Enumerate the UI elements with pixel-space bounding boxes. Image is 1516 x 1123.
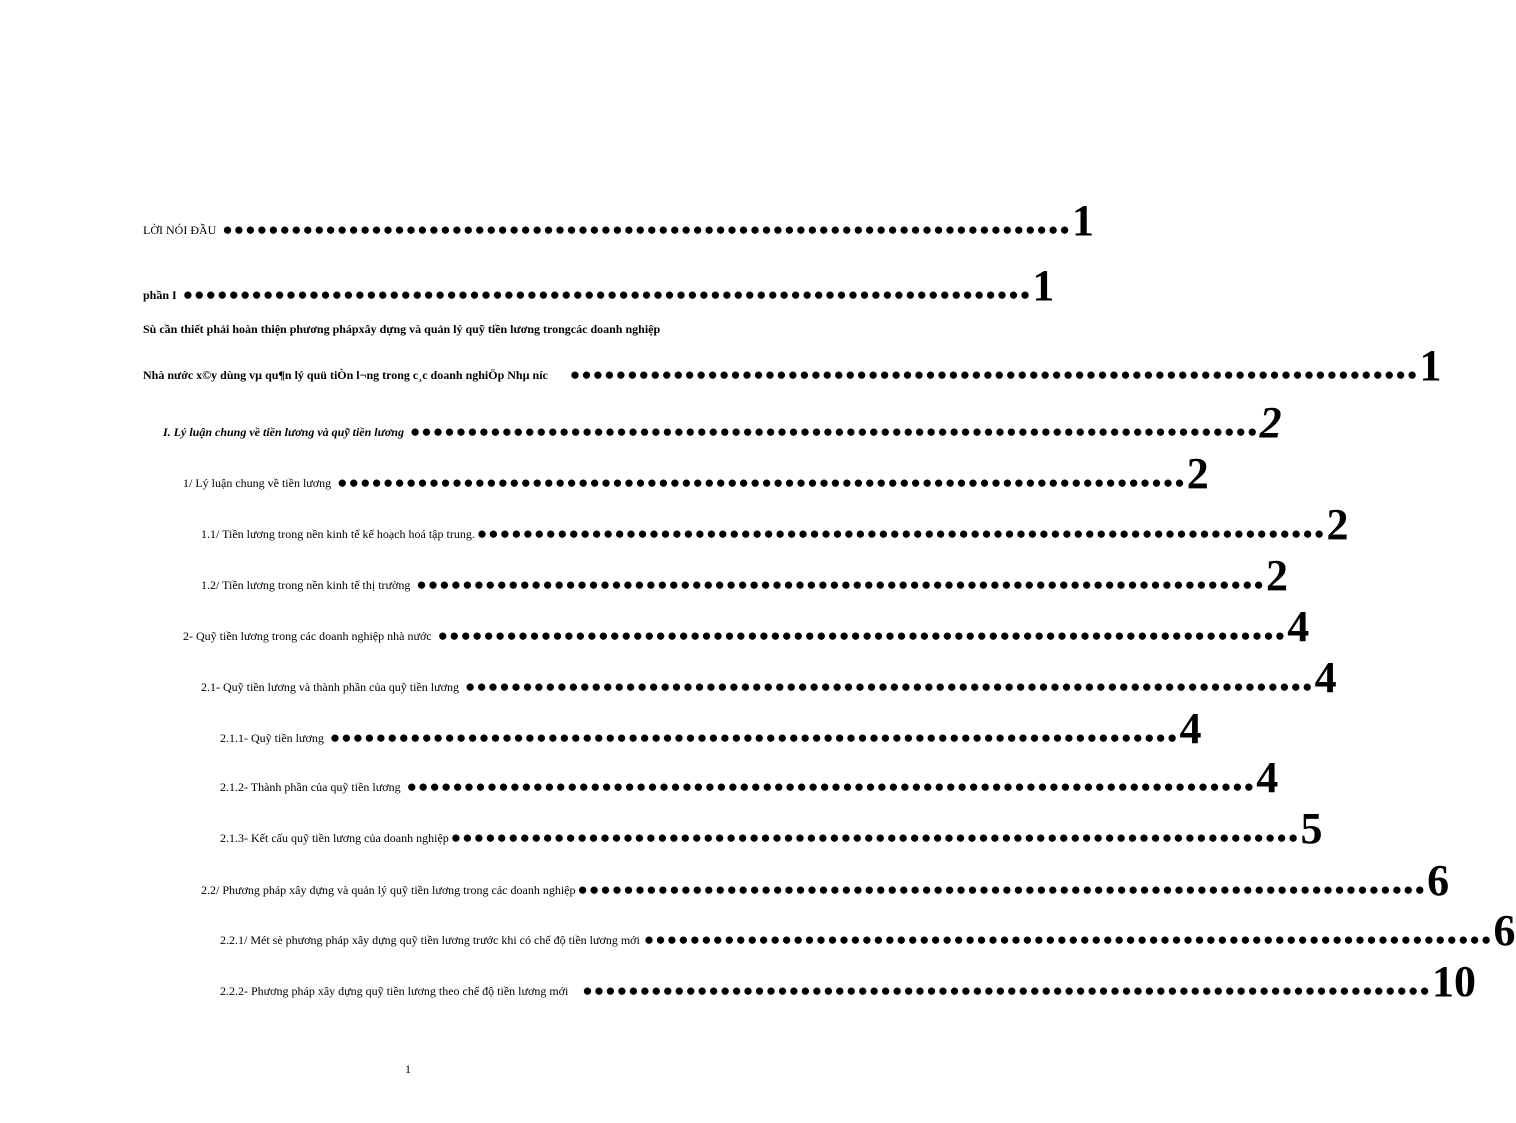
toc-page-number: 4 bbox=[1179, 704, 1202, 753]
toc-entry-text: 1/ Lý luận chung về tiền lương bbox=[183, 476, 332, 490]
toc-entry-text: 2- Quỹ tiền lương trong các doanh nghiệp nhà nước bbox=[183, 629, 432, 643]
toc-entry-2-2-2[interactable] bbox=[220, 954, 1476, 1006]
toc-page-number: 10 bbox=[1432, 957, 1476, 1006]
toc-entry-text: 2.1.3- Kết cấu quỹ tiền lương của doanh nghiệp bbox=[220, 831, 449, 845]
toc-page-number: 2 bbox=[1186, 449, 1209, 498]
toc-dot-leader: ●●●●●●●●●●●●●●●●●●●●●●●●●●●●●●●●●●●●●●●●●●●●●●●●●●●●●●●●●●●●●●●●●●●●●●●●●● bbox=[569, 365, 1419, 384]
toc-entry-text: 2.1.2- Thành phần của quỹ tiền lương bbox=[220, 780, 401, 794]
toc-page-number: 1 bbox=[1071, 196, 1094, 245]
toc-dot-leader: ●●●●●●●●●●●●●●●●●●●●●●●●●●●●●●●●●●●●●●●●●●●●●●●●●●●●●●●●●●●●●●●●●●●●●●●●●● bbox=[450, 828, 1300, 847]
toc-entry-text: 2.1.1- Quỹ tiền lương bbox=[220, 731, 324, 745]
toc-page-number: 4 bbox=[1256, 753, 1279, 802]
toc-entry-loi-noi-dau[interactable] bbox=[143, 193, 1094, 245]
toc-entry-text: 1.1/ Tiền lương trong nền kinh tế kế hoạch hoá tập trung. bbox=[201, 527, 475, 541]
toc-dot-leader: ●●●●●●●●●●●●●●●●●●●●●●●●●●●●●●●●●●●●●●●●●●●●●●●●●●●●●●●●●●●●●●●●●●●●●●●●●● bbox=[416, 575, 1266, 594]
toc-dot-leader: ●●●●●●●●●●●●●●●●●●●●●●●●●●●●●●●●●●●●●●●●●●●●●●●●●●●●●●●●●●●●●●●●●●●●●●●●●● bbox=[182, 285, 1032, 304]
toc-page-number: 2 bbox=[1266, 551, 1289, 600]
toc-entry-text: 1.2/ Tiền lương trong nền kinh tế thị trường bbox=[201, 578, 411, 592]
toc-dot-leader: ●●●●●●●●●●●●●●●●●●●●●●●●●●●●●●●●●●●●●●●●●●●●●●●●●●●●●●●●●●●●●●●●●●●●●●●●●● bbox=[222, 220, 1071, 239]
toc-entry-2-1-2[interactable] bbox=[220, 750, 1279, 802]
toc-entry-1-1[interactable] bbox=[201, 497, 1349, 549]
toc-dot-leader: ●●●●●●●●●●●●●●●●●●●●●●●●●●●●●●●●●●●●●●●●●●●●●●●●●●●●●●●●●●●●●●●●●●●●●●●●●● bbox=[582, 981, 1431, 1000]
toc-entry-text: 2.2/ Phương pháp xây dựng và quản lý quỹ tiền lương trong các doanh nghiệp bbox=[201, 883, 576, 897]
toc-dot-leader: ●●●●●●●●●●●●●●●●●●●●●●●●●●●●●●●●●●●●●●●●●●●●●●●●●●●●●●●●●●●●●●●●●●●●●●●●●● bbox=[337, 473, 1186, 492]
toc-page-number: 6 bbox=[1493, 906, 1516, 955]
toc-dot-leader: ●●●●●●●●●●●●●●●●●●●●●●●●●●●●●●●●●●●●●●●●●●●●●●●●●●●●●●●●●●●●●●●●●●●●●●●●●● bbox=[643, 930, 1493, 949]
toc-page-number: 5 bbox=[1300, 804, 1323, 853]
toc-page-number: 1 bbox=[1419, 341, 1442, 390]
toc-entry-2-2-1[interactable] bbox=[220, 903, 1516, 955]
toc-entry-text: 2.1- Quỹ tiền lương và thành phần của quỹ tiền lương bbox=[201, 680, 459, 694]
toc-entry-text: 2.2.1/ Mét sè phương pháp xây dựng quỹ tiền lương trước khi có chế độ tiền lương mới bbox=[220, 933, 640, 947]
toc-entry-2-1-3[interactable] bbox=[220, 801, 1323, 853]
toc-entry-section-i[interactable] bbox=[163, 395, 1282, 447]
toc-page-number: 2 bbox=[1259, 398, 1282, 447]
toc-entry-2-2[interactable] bbox=[201, 853, 1450, 905]
toc-page-number: 4 bbox=[1314, 653, 1337, 702]
toc-dot-leader: ●●●●●●●●●●●●●●●●●●●●●●●●●●●●●●●●●●●●●●●●●●●●●●●●●●●●●●●●●●●●●●●●●●●●●●●●●● bbox=[329, 728, 1179, 747]
toc-dot-leader: ●●●●●●●●●●●●●●●●●●●●●●●●●●●●●●●●●●●●●●●●●●●●●●●●●●●●●●●●●●●●●●●●●●●●●●●●●● bbox=[577, 880, 1427, 899]
toc-entry-text: Nhà nước x©y dùng vµ qu¶n lý quü tiÒn l¬ng trong c¸c doanh nghiÖp Nhµ níc bbox=[143, 368, 548, 382]
toc-page-number: 1 bbox=[1032, 261, 1055, 310]
toc-entry-2[interactable] bbox=[183, 599, 1310, 651]
toc-dot-leader: ●●●●●●●●●●●●●●●●●●●●●●●●●●●●●●●●●●●●●●●●●●●●●●●●●●●●●●●●●●●●●●●●●●●●●●●●●● bbox=[406, 777, 1256, 796]
toc-entry-phan-i[interactable] bbox=[143, 258, 1055, 310]
toc-dot-leader: ●●●●●●●●●●●●●●●●●●●●●●●●●●●●●●●●●●●●●●●●●●●●●●●●●●●●●●●●●●●●●●●●●●●●●●●●●● bbox=[476, 524, 1326, 543]
toc-entry-1-2[interactable] bbox=[201, 548, 1289, 600]
toc-entry-2-1[interactable] bbox=[201, 650, 1337, 702]
toc-page-number: 2 bbox=[1326, 500, 1349, 549]
toc-page-number: 4 bbox=[1287, 602, 1310, 651]
toc-dot-leader: ●●●●●●●●●●●●●●●●●●●●●●●●●●●●●●●●●●●●●●●●●●●●●●●●●●●●●●●●●●●●●●●●●●●●●●●●●● bbox=[409, 422, 1259, 441]
toc-entry-text: I. Lý luận chung về tiền lương và quỹ tiền lương bbox=[163, 425, 404, 439]
toc-entry-heading-line: Sù cần thiết phải hoàn thiện phương phápxây dựng và quản lý quỹ tiền lương trongcác doanh nghiệp bbox=[143, 322, 661, 336]
toc-entry-text: phần I bbox=[143, 288, 177, 302]
footer-page-number: 1 bbox=[405, 1062, 411, 1076]
toc-dot-leader: ●●●●●●●●●●●●●●●●●●●●●●●●●●●●●●●●●●●●●●●●●●●●●●●●●●●●●●●●●●●●●●●●●●●●●●●●●● bbox=[437, 626, 1287, 645]
toc-entry-1[interactable] bbox=[183, 446, 1209, 498]
toc-page-number: 6 bbox=[1427, 856, 1450, 905]
toc-entry-2-1-1[interactable] bbox=[220, 701, 1202, 753]
toc-entry-nha-nuoc[interactable] bbox=[143, 338, 1442, 390]
toc-entry-text: LỜI NÓI ĐẦU bbox=[143, 223, 217, 237]
toc-dot-leader: ●●●●●●●●●●●●●●●●●●●●●●●●●●●●●●●●●●●●●●●●●●●●●●●●●●●●●●●●●●●●●●●●●●●●●●●●●● bbox=[464, 677, 1314, 696]
toc-entry-text: 2.2.2- Phương pháp xây dựng quỹ tiền lương theo chế độ tiền lương mới bbox=[220, 984, 569, 998]
